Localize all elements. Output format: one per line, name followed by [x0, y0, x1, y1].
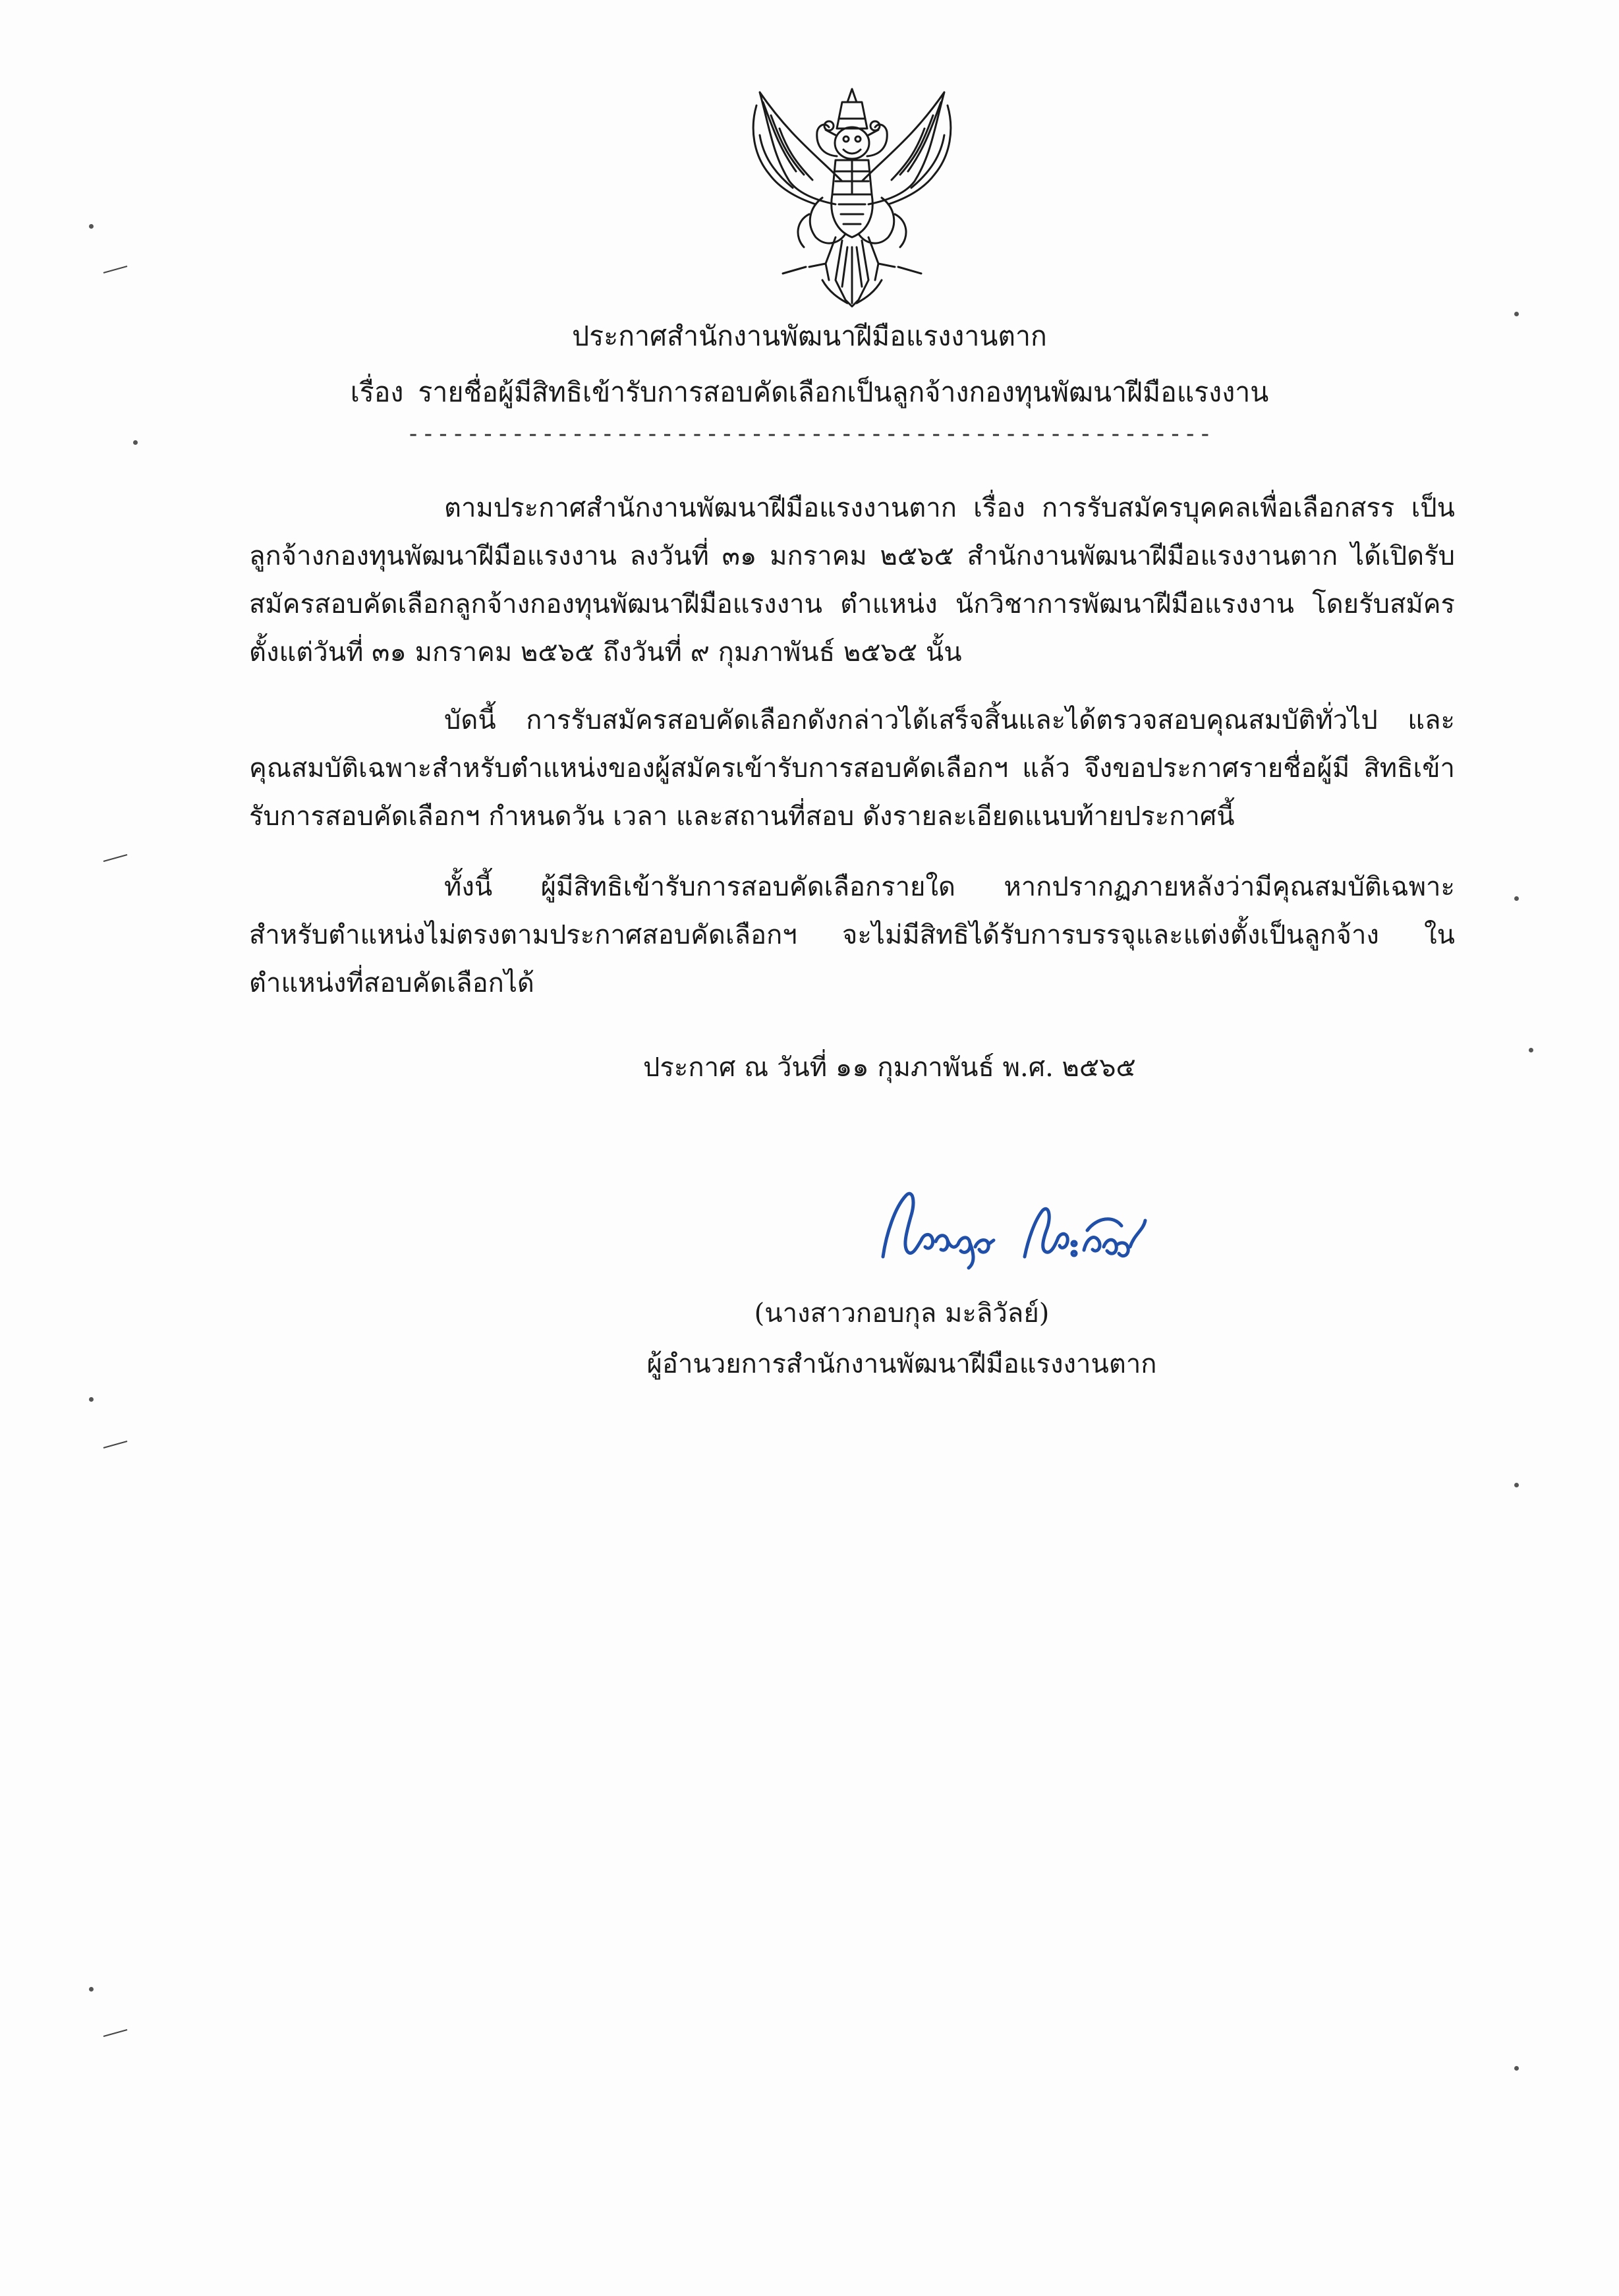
paragraph-conditions: ทั้งนี้ ผู้มีสิทธิเข้ารับการสอบคัดเลือกรายใด หากปรากฏภายหลังว่ามีคุณสมบัติเฉพาะ สำหรับตำแหน่งไม่ตรงตามประกาศสอบคัดเลือกฯ จะไม่มีสิทธิได้รับการบรรจุและแต่งตั้งเป็นลูกจ้าง ในตำแหน่งที่สอบคัดเลือกได้ — [249, 872, 1455, 998]
scan-dot-icon — [89, 224, 94, 229]
paragraph-background: ตามประกาศสำนักงานพัฒนาฝีมือแรงงานตาก เรื่อง การรับสมัครบุคคลเพื่อเลือกสรร เป็นลูกจ้างกองทุนพัฒนาฝีมือแรงงาน ลงวันที่ ๓๑ มกราคม ๒๕๖๕ สำนักงานพัฒนาฝีมือแรงงานตาก ได้เปิดรับสมัครสอบคัดเลือกลูกจ้างกองทุนพัฒนาฝีมือแรงงาน ตำแหน่ง นักวิชาการพัฒนาฝีมือแรงงาน โดยรับสมัครตั้งแต่วันที่ ๓๑ มกราคม ๒๕๖๕ ถึงวันที่ ๙ กุมภาพันธ์ ๒๕๖๕ นั้น — [249, 493, 1455, 668]
scan-dot-icon — [89, 1987, 94, 1992]
subject-label: เรื่อง — [350, 376, 404, 408]
announcement-date: ประกาศ ณ วันที่ ๑๑ กุมภาพันธ์ พ.ศ. ๒๕๖๕ — [643, 1052, 1136, 1083]
scan-mark-icon — [102, 853, 128, 863]
scan-mark-icon — [102, 1440, 128, 1449]
signer-name: (นางสาวกอบกุล มะลิวัลย์) — [754, 1298, 1050, 1329]
scan-dot-icon — [1514, 896, 1519, 901]
signer-position: ผู้อำนวยการสำนักงานพัฒนาฝีมือแรงงานตาก — [646, 1349, 1157, 1379]
scan-dot-icon — [1514, 312, 1519, 316]
scan-dot-icon — [1529, 1048, 1533, 1052]
scan-mark-icon — [102, 2028, 128, 2038]
signature-image — [876, 1181, 1186, 1280]
scan-dot-icon — [133, 440, 138, 445]
scan-mark-icon — [102, 265, 128, 274]
scan-dot-icon — [1514, 2066, 1519, 2071]
divider-rule: ------------------------------------------------------ — [406, 420, 1213, 447]
announcement-title: ประกาศสำนักงานพัฒนาฝีมือแรงงานตาก — [572, 320, 1047, 352]
announcement-subject — [0, 374, 1619, 411]
subject-text: รายชื่อผู้มีสิทธิเข้ารับการสอบคัดเลือกเป็นลูกจ้างกองทุนพัฒนาฝีมือแรงงาน — [418, 376, 1269, 408]
garuda-emblem-icon — [743, 82, 961, 310]
scan-dot-icon — [1514, 1483, 1519, 1487]
scan-dot-icon — [89, 1397, 94, 1402]
paragraph-announcement: บัดนี้ การรับสมัครสอบคัดเลือกดังกล่าวได้เสร็จสิ้นและได้ตรวจสอบคุณสมบัติทั่วไป และคุณสมบัติเฉพาะสำหรับตำแหน่งของผู้สมัครเข้ารับการสอบคัดเลือกฯ แล้ว จึงขอประกาศรายชื่อผู้มี สิทธิเข้ารับการสอบคัดเลือกฯ กำหนดวัน เวลา และสถานที่สอบ ดังรายละเอียดแนบท้ายประกาศนี้ — [249, 705, 1455, 832]
